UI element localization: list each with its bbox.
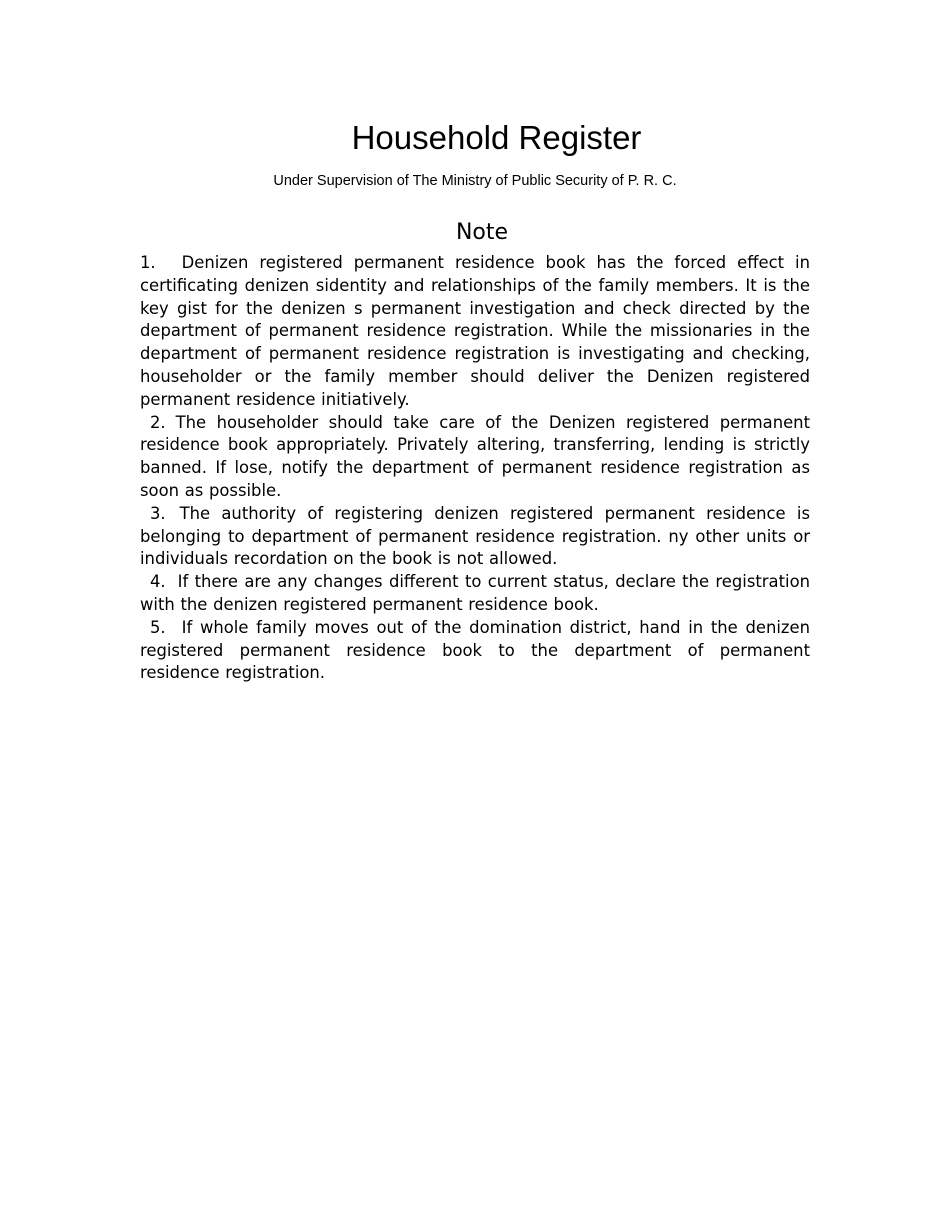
note-number: 2. bbox=[150, 412, 166, 432]
note-item-5 bbox=[140, 617, 810, 685]
note-item-4 bbox=[140, 571, 810, 617]
note-text: Denizen registered permanent residence book has the forced effect in certificating denizen sidentity and relationships of the family members. It is the key gist for the denizen s permanent investigation and check directed by the department of permanent residence registration. While the missionaries in the department of permanent residence registration is investigating and checking, householder or the family member should deliver the Denizen registered permanent residence initiatively. bbox=[140, 253, 810, 409]
notes-list bbox=[140, 252, 810, 685]
note-text: The authority of registering denizen registered permanent residence is belonging to department of permanent residence registration. ny other units or individuals recordation on the book is not allowed. bbox=[140, 503, 810, 569]
document-subtitle: Under Supervision of The Ministry of Public Security of P. R. C. bbox=[273, 173, 677, 189]
note-number: 4. bbox=[150, 572, 166, 592]
note-text: If there are any changes different to current status, declare the registration with the denizen registered permanent residence book. bbox=[140, 572, 810, 614]
note-item-3 bbox=[140, 503, 810, 571]
note-number: 5. bbox=[150, 617, 166, 637]
note-text: The householder should take care of the Denizen registered permanent residence book appropriately. Privately altering, transferring, lending is strictly banned. If lose, notify the department of permanent residence registration as soon as possible. bbox=[140, 412, 810, 500]
note-text: If whole family moves out of the domination district, hand in the denizen registered permanent residence book to the department of permanent residence registration. bbox=[140, 617, 810, 683]
note-number: 3. bbox=[150, 503, 166, 523]
document-title: Household Register bbox=[351, 119, 642, 156]
note-item-1 bbox=[140, 252, 810, 412]
note-number: 1. bbox=[140, 253, 156, 272]
note-item-2 bbox=[140, 412, 810, 503]
note-heading: Note bbox=[455, 220, 509, 245]
